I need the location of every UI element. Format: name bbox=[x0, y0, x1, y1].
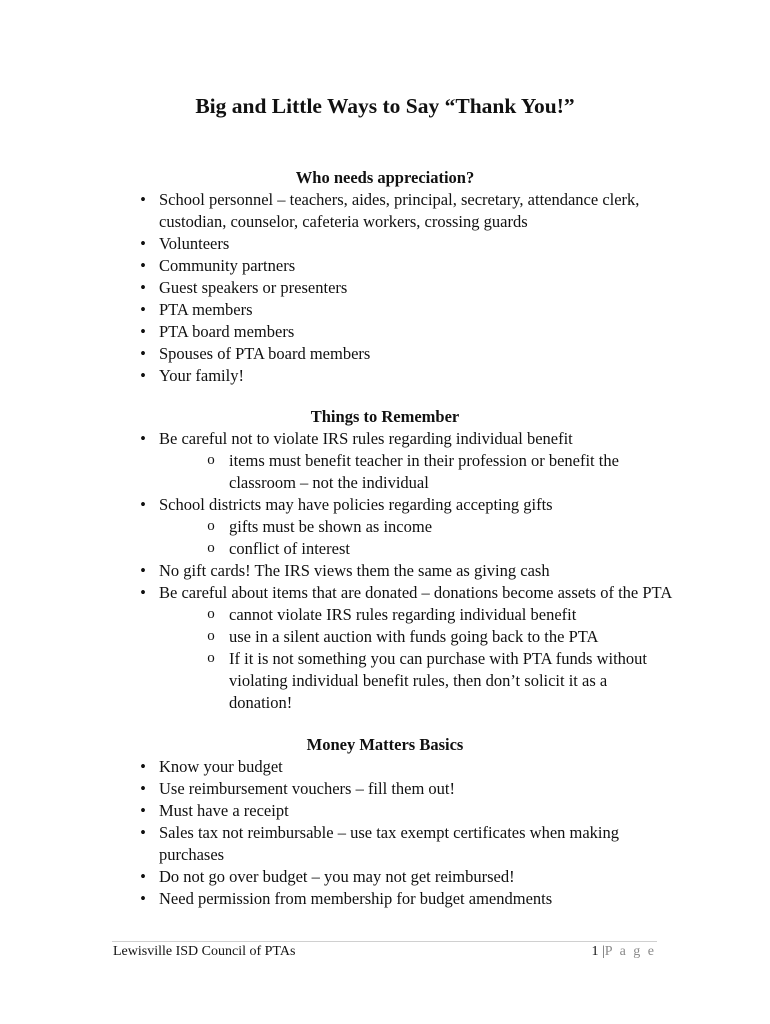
bullet-icon: • bbox=[140, 823, 146, 842]
bullet-icon: • bbox=[140, 583, 146, 602]
list-item: • PTA board members bbox=[134, 321, 674, 343]
list-item: • School districts may have policies regarding accepting gifts o gifts must be shown as income o conflict of interest bbox=[134, 494, 674, 560]
sub-list-item: o gifts must be shown as income bbox=[159, 516, 674, 538]
bullet-icon: • bbox=[140, 801, 146, 820]
list-item: • Community partners bbox=[134, 255, 674, 277]
footer-organization: Lewisville ISD Council of PTAs bbox=[113, 944, 296, 959]
page-label: P a g e bbox=[604, 944, 656, 959]
sub-list-item: o cannot violate IRS rules regarding individual benefit bbox=[159, 604, 674, 626]
appreciation-list bbox=[134, 189, 674, 387]
document-body bbox=[134, 167, 674, 910]
footer-divider bbox=[112, 941, 657, 942]
sub-list-item: o conflict of interest bbox=[159, 538, 674, 560]
section-heading-things-to-remember: Things to Remember bbox=[310, 407, 460, 426]
list-item: • Be careful about items that are donated – donations become assets of the PTA o cannot violate IRS rules regarding individual benefit o use in a silent auction with funds going back to the PTA o If it is not something you can purchase with PTA funds without violating individual benefit rules, then don’t solicit it as a donation! bbox=[134, 582, 674, 714]
list-item: • Sales tax not reimbursable – use tax exempt certificates when making purchases bbox=[134, 822, 674, 866]
circle-bullet-icon: o bbox=[207, 452, 215, 468]
circle-bullet-icon: o bbox=[207, 540, 215, 556]
list-item: • PTA members bbox=[134, 299, 674, 321]
circle-bullet-icon: o bbox=[207, 628, 215, 644]
bullet-icon: • bbox=[140, 256, 146, 275]
list-item: • Use reimbursement vouchers – fill them out! bbox=[134, 778, 674, 800]
list-item: • No gift cards! The IRS views them the same as giving cash bbox=[134, 560, 674, 582]
circle-bullet-icon: o bbox=[207, 650, 215, 666]
bullet-icon: • bbox=[140, 757, 146, 776]
list-item: • Know your budget bbox=[134, 756, 674, 778]
sub-list bbox=[159, 604, 674, 714]
list-item: • Must have a receipt bbox=[134, 800, 674, 822]
bullet-icon: • bbox=[140, 322, 146, 341]
bullet-icon: • bbox=[140, 429, 146, 448]
bullet-icon: • bbox=[140, 495, 146, 514]
sub-list-item: o If it is not something you can purchase with PTA funds without violating individual benefit rules, then don’t solicit it as a donation! bbox=[159, 648, 674, 714]
list-item: • Do not go over budget – you may not get reimbursed! bbox=[134, 866, 674, 888]
list-item: • Spouses of PTA board members bbox=[134, 343, 674, 365]
bullet-icon: • bbox=[140, 779, 146, 798]
section-heading-money-matters-basics: Money Matters Basics bbox=[306, 735, 464, 754]
circle-bullet-icon: o bbox=[207, 518, 215, 534]
list-item: • School personnel – teachers, aides, principal, secretary, attendance clerk, custodian, counselor, cafeteria workers, crossing guards bbox=[134, 189, 674, 233]
bullet-icon: • bbox=[140, 234, 146, 253]
section-heading-who-needs-appreciation: Who needs appreciation? bbox=[295, 168, 475, 187]
circle-bullet-icon: o bbox=[207, 606, 215, 622]
list-item: • Volunteers bbox=[134, 233, 674, 255]
page-number: 1 bbox=[591, 944, 599, 959]
bullet-icon: • bbox=[140, 867, 146, 886]
list-item: • Guest speakers or presenters bbox=[134, 277, 674, 299]
list-item: • Your family! bbox=[134, 365, 674, 387]
sub-list bbox=[159, 450, 674, 494]
list-item: • Need permission from membership for budget amendments bbox=[134, 888, 674, 910]
remember-list bbox=[134, 428, 674, 714]
document-title: Big and Little Ways to Say “Thank You!” bbox=[195, 94, 575, 118]
footer-page-indicator bbox=[591, 943, 656, 961]
list-item: • Be careful not to violate IRS rules regarding individual benefit o items must benefit teacher in their profession or benefit the classroom – not the individual bbox=[134, 428, 674, 494]
bullet-icon: • bbox=[140, 300, 146, 319]
bullet-icon: • bbox=[140, 889, 146, 908]
money-matters-list bbox=[134, 756, 674, 910]
sub-list bbox=[159, 516, 674, 560]
bullet-icon: • bbox=[140, 561, 146, 580]
sub-list-item: o items must benefit teacher in their profession or benefit the classroom – not the individual bbox=[159, 450, 674, 494]
sub-list-item: o use in a silent auction with funds going back to the PTA bbox=[159, 626, 674, 648]
page-separator: | bbox=[601, 944, 605, 959]
bullet-icon: • bbox=[140, 190, 146, 209]
bullet-icon: • bbox=[140, 366, 146, 385]
bullet-icon: • bbox=[140, 278, 146, 297]
bullet-icon: • bbox=[140, 344, 146, 363]
